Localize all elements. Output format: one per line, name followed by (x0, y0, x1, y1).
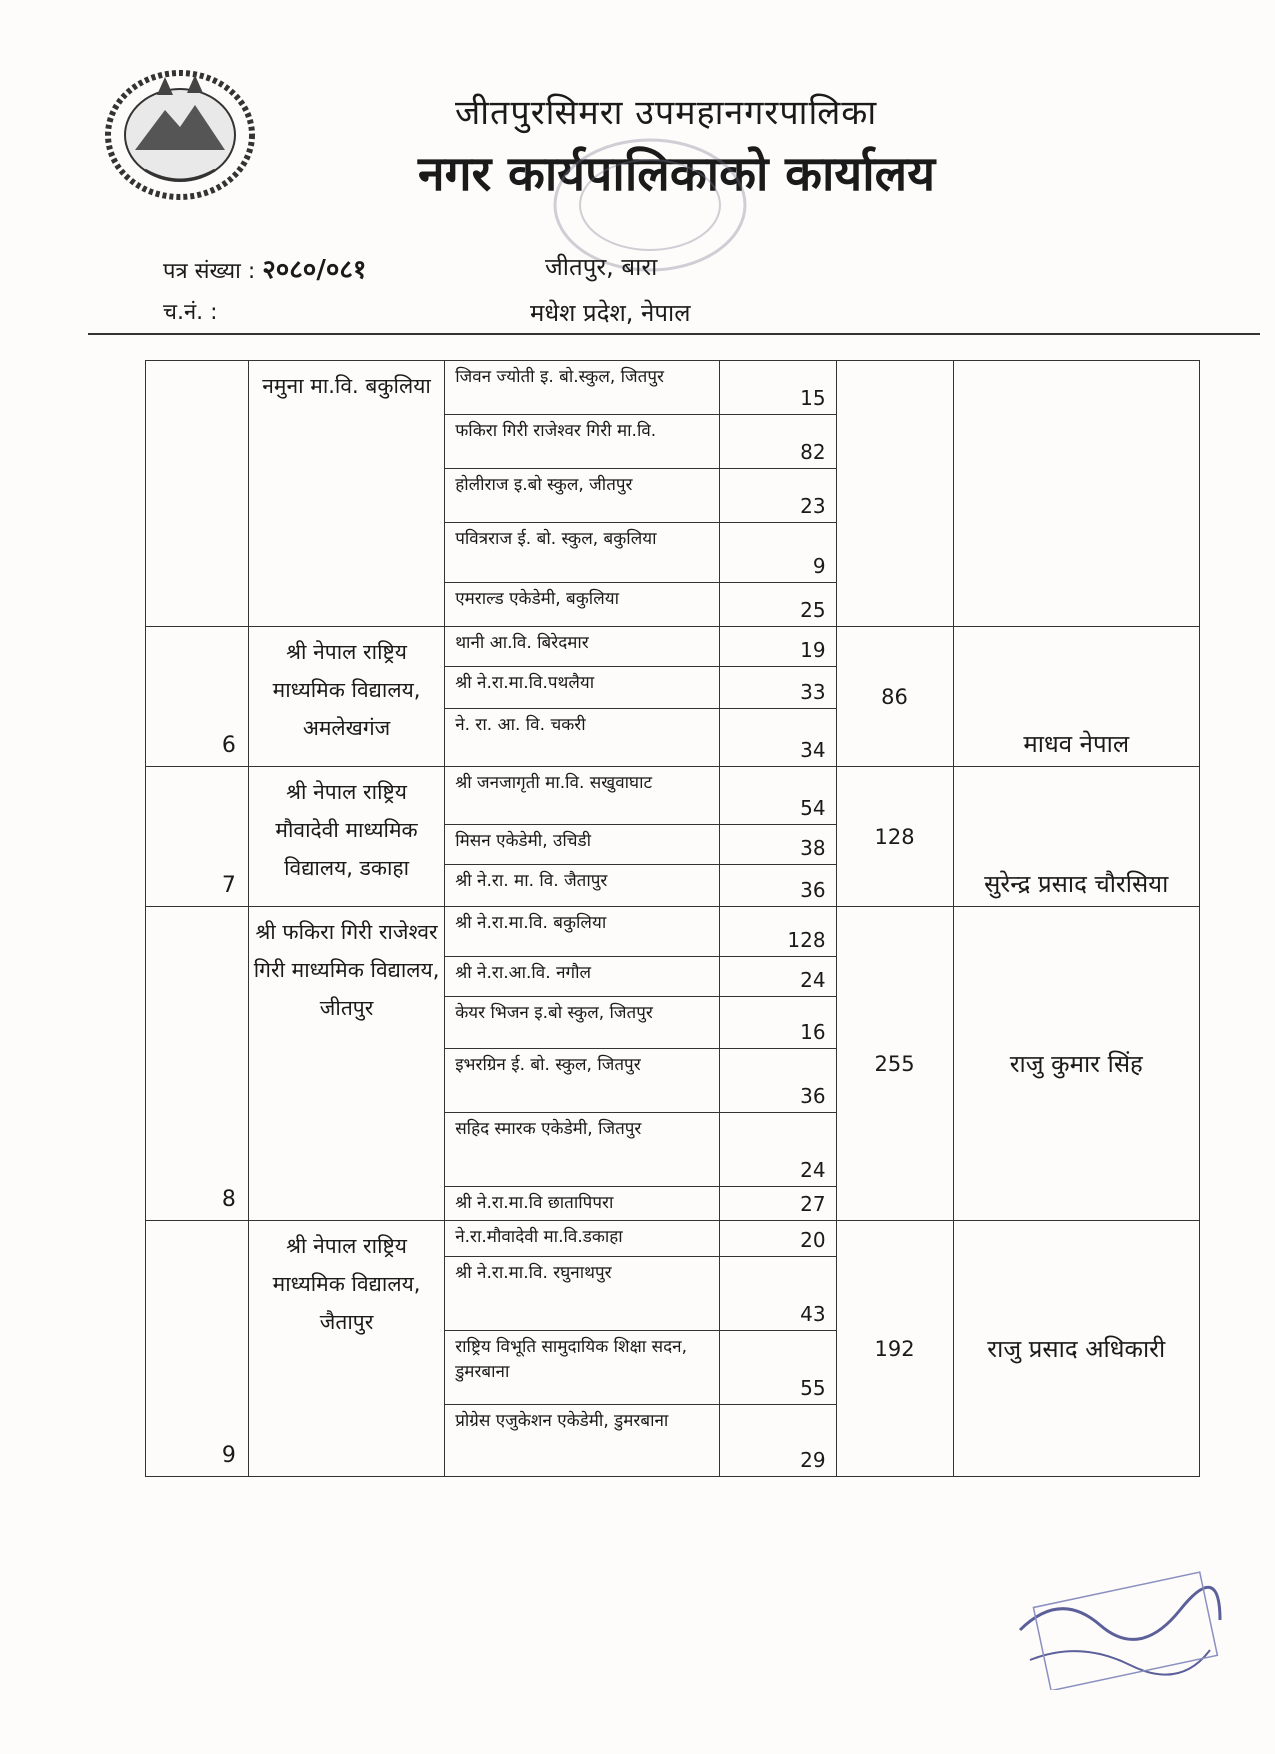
serial-number: 9 (146, 1221, 249, 1477)
student-count: 36 (720, 865, 836, 907)
student-count: 24 (720, 957, 836, 997)
host-school: नमुना मा.वि. बकुलिया (248, 361, 444, 627)
student-count: 33 (720, 667, 836, 709)
student-count: 27 (720, 1187, 836, 1221)
table-row (146, 361, 1200, 415)
letter-number-value: २०८०/०८१ (262, 255, 367, 285)
serial-number: 8 (146, 907, 249, 1221)
nepal-emblem-icon (95, 55, 265, 205)
total-count (836, 361, 953, 627)
student-count: 55 (720, 1331, 836, 1405)
host-school: श्री नेपाल राष्ट्रिय माध्यमिक विद्यालय, जैतापुर (248, 1221, 444, 1477)
feeder-school-name: श्री ने.रा.मा.वि. रघुनाथपुर (445, 1257, 720, 1331)
student-count: 29 (720, 1405, 836, 1477)
municipality-name: जीतपुरसिमरा उपमहानगरपालिका (455, 93, 878, 133)
header-divider (88, 333, 1260, 335)
feeder-school-name: केयर भिजन इ.बो स्कुल, जितपुर (445, 997, 720, 1049)
student-count: 25 (720, 583, 836, 627)
office-place: जीतपुर, बारा (545, 253, 658, 281)
exam-center-table (145, 360, 1200, 1477)
total-count: 128 (836, 767, 953, 907)
feeder-school-name: श्री ने.रा.मा.वि.पथलैया (445, 667, 720, 709)
feeder-school-name: होलीराज इ.बो स्कुल, जीतपुर (445, 469, 720, 523)
student-count: 23 (720, 469, 836, 523)
feeder-school-name: श्री जनजागृती मा.वि. सखुवाघाट (445, 767, 720, 825)
feeder-school-name: श्री ने.रा.आ.वि. नगौल (445, 957, 720, 997)
feeder-school-name: ने. रा. आ. वि. चकरी (445, 709, 720, 767)
center-coordinator (953, 361, 1200, 627)
student-count: 34 (720, 709, 836, 767)
total-count: 86 (836, 627, 953, 767)
student-count: 9 (720, 523, 836, 583)
feeder-school-name: श्री ने.रा.मा.वि. बकुलिया (445, 907, 720, 957)
student-count: 15 (720, 361, 836, 415)
student-count: 128 (720, 907, 836, 957)
feeder-school-name: मिसन एकेडेमी, उचिडी (445, 825, 720, 865)
center-coordinator: माधव नेपाल (953, 627, 1200, 767)
student-count: 20 (720, 1221, 836, 1257)
table-row (146, 767, 1200, 825)
student-count: 19 (720, 627, 836, 667)
serial-number: 7 (146, 767, 249, 907)
letter-number-label: पत्र संख्या : (163, 259, 256, 284)
feeder-school-name: ने.रा.मौवादेवी मा.वि.डकाहा (445, 1221, 720, 1257)
student-count: 36 (720, 1049, 836, 1113)
feeder-school-name: श्री ने.रा.मा.वि छातापिपरा (445, 1187, 720, 1221)
serial-number (146, 361, 249, 627)
feeder-school-name: प्रोग्रेस एजुकेशन एकेडेमी, डुमरबाना (445, 1405, 720, 1477)
feeder-school-name: थानी आ.वि. बिरेदमार (445, 627, 720, 667)
feeder-school-name: श्री ने.रा. मा. वि. जैतापुर (445, 865, 720, 907)
feeder-school-name: सहिद स्मारक एकेडेमी, जितपुर (445, 1113, 720, 1187)
office-province: मधेश प्रदेश, नेपाल (530, 299, 691, 327)
table-row (146, 627, 1200, 667)
host-school: श्री नेपाल राष्ट्रिय मौवादेवी माध्यमिक विद्यालय, डकाहा (248, 767, 444, 907)
student-count: 38 (720, 825, 836, 865)
table-row (146, 907, 1200, 957)
office-name: नगर कार्यपालिकाको कार्यालय (418, 146, 936, 202)
center-coordinator: राजु प्रसाद अधिकारी (953, 1221, 1200, 1477)
feeder-school-name: जिवन ज्योती इ. बो.स्कुल, जितपुर (445, 361, 720, 415)
feeder-school-name: इभरग्रिन ई. बो. स्कुल, जितपुर (445, 1049, 720, 1113)
feeder-school-name: राष्ट्रिय विभूति सामुदायिक शिक्षा सदन, डुमरबाना (445, 1331, 720, 1405)
student-count: 16 (720, 997, 836, 1049)
table-row (146, 1221, 1200, 1257)
center-coordinator: राजु कुमार सिंह (953, 907, 1200, 1221)
dispatch-number-label: च.नं. : (163, 300, 218, 325)
total-count: 192 (836, 1221, 953, 1477)
feeder-school-name: पवित्रराज ई. बो. स्कुल, बकुलिया (445, 523, 720, 583)
student-count: 54 (720, 767, 836, 825)
total-count: 255 (836, 907, 953, 1221)
signature-stamp-icon (1010, 1570, 1230, 1690)
host-school: श्री नेपाल राष्ट्रिय माध्यमिक विद्यालय, अमलेखगंज (248, 627, 444, 767)
center-coordinator: सुरेन्द्र प्रसाद चौरसिया (953, 767, 1200, 907)
host-school: श्री फकिरा गिरी राजेश्वर गिरी माध्यमिक विद्यालय, जीतपुर (248, 907, 444, 1221)
student-count: 24 (720, 1113, 836, 1187)
student-count: 82 (720, 415, 836, 469)
serial-number: 6 (146, 627, 249, 767)
feeder-school-name: एमराल्ड एकेडेमी, बकुलिया (445, 583, 720, 627)
feeder-school-name: फकिरा गिरी राजेश्वर गिरी मा.वि. (445, 415, 720, 469)
exam-center-table-body (146, 361, 1200, 1477)
student-count: 43 (720, 1257, 836, 1331)
letter-number (163, 250, 366, 286)
